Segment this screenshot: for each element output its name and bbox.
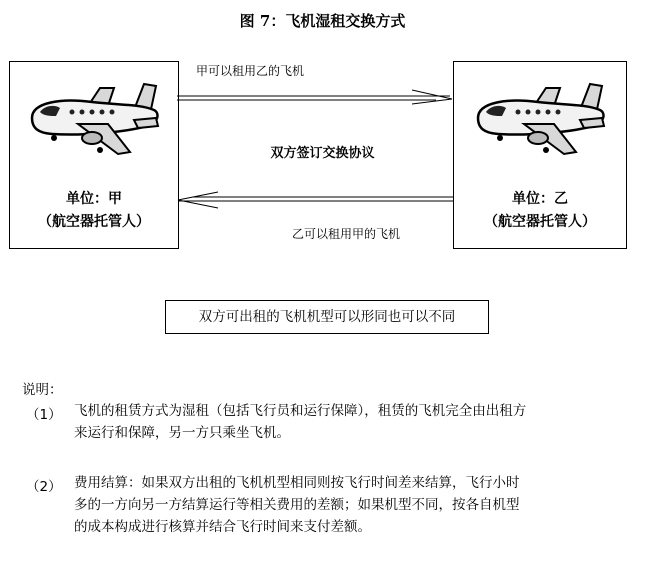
- party-a-name: 单位：甲: [66, 191, 122, 207]
- note-1-text: [74, 400, 594, 444]
- note-2-line: 多的一方向另一方结算运行等相关费用的差额；如果机型不同，按各自机型: [74, 497, 520, 513]
- note-1-line: 飞机的租赁方式为湿租（包括飞行员和运行保障），租赁的飞机完全由出租方: [74, 403, 527, 419]
- party-b-role: （航空器托管人）: [484, 214, 596, 230]
- arrow-bottom-label: 乙可以租用甲的飞机: [292, 227, 401, 241]
- arrow-b-to-a: [178, 192, 453, 208]
- agreement-label: 双方签订交换协议: [270, 146, 375, 161]
- note-box: 双方可出租的飞机机型可以形同也可以不同: [165, 300, 489, 334]
- note-1-number: （1）: [26, 407, 62, 423]
- note-1-line: 来运行和保障，另一方只乘坐飞机。: [74, 425, 290, 441]
- diagram-title: 图 7：飞机湿租交换方式: [239, 12, 406, 30]
- party-a-role: （航空器托管人）: [38, 214, 150, 230]
- note-2-line: 的成本构成进行核算并结合飞行时间来支付差额。: [74, 519, 371, 535]
- note-2-text: [74, 472, 594, 538]
- arrow-top-label: 甲可以租用乙的飞机: [196, 64, 305, 78]
- note-2-line: 费用结算：如果双方出租的飞机机型相同则按飞行时间差来结算，飞行小时: [74, 475, 520, 491]
- party-b-name: 单位：乙: [512, 191, 568, 207]
- note-2-number: （2）: [26, 479, 62, 495]
- arrow-a-to-b: [177, 90, 452, 104]
- notes-heading: 说明：: [22, 382, 63, 398]
